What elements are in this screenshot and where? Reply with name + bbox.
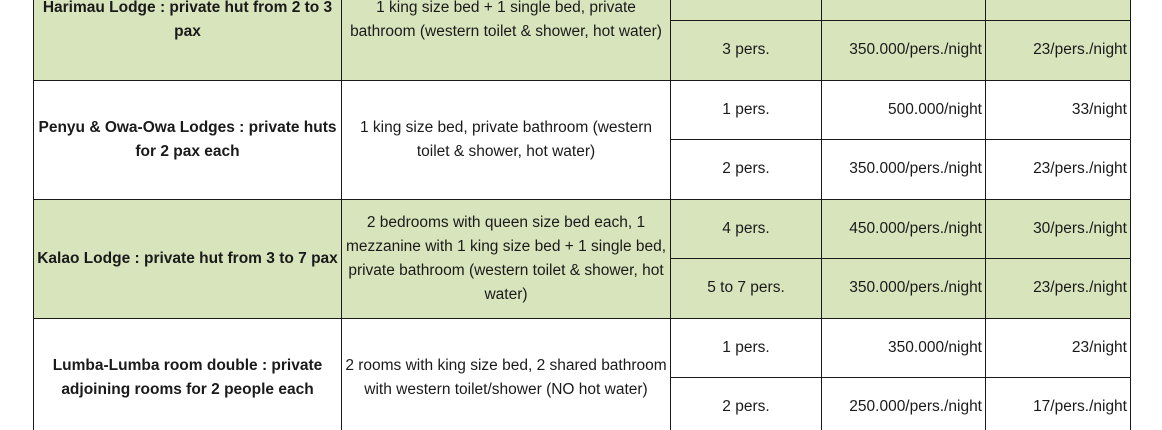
- lodge-rates-table: [33, 0, 1131, 430]
- price-eur-cell: 17/pers./night: [986, 378, 1131, 430]
- price-eur-cell: 30/pers./night: [986, 199, 1131, 259]
- price-eur-cell: 23/pers./night: [986, 140, 1131, 200]
- persons-cell: [671, 0, 822, 21]
- persons-cell: 5 to 7 pers.: [671, 259, 822, 319]
- persons-cell: 1 pers.: [671, 318, 822, 378]
- price-idr-cell: 350.000/pers./night: [822, 259, 986, 319]
- price-idr-cell: 350.000/pers./night: [822, 140, 986, 200]
- persons-cell: 2 pers.: [671, 378, 822, 430]
- price-eur-cell: 33/night: [986, 80, 1131, 140]
- table-row: [34, 80, 1131, 140]
- table-row: [34, 199, 1131, 259]
- persons-cell: 3 pers.: [671, 21, 822, 81]
- lodge-name-cell: Lumba-Lumba room double : private adjoining rooms for 2 people each: [34, 318, 342, 430]
- lodge-name-cell: Penyu & Owa-Owa Lodges : private huts for 2 pax each: [34, 80, 342, 199]
- price-eur-cell: [986, 0, 1131, 21]
- price-idr-cell: [822, 0, 986, 21]
- price-idr-cell: 250.000/pers./night: [822, 378, 986, 430]
- price-eur-cell: 23/night: [986, 318, 1131, 378]
- price-idr-cell: 350.000/night: [822, 318, 986, 378]
- price-eur-cell: 23/pers./night: [986, 259, 1131, 319]
- persons-cell: 4 pers.: [671, 199, 822, 259]
- table-row: [34, 0, 1131, 21]
- price-eur-cell: 23/pers./night: [986, 21, 1131, 81]
- price-idr-cell: 350.000/pers./night: [822, 21, 986, 81]
- persons-cell: 1 pers.: [671, 80, 822, 140]
- lodge-description-cell: 2 rooms with king size bed, 2 shared bathroom with western toilet/shower (NO hot water): [342, 318, 671, 430]
- price-idr-cell: 500.000/night: [822, 80, 986, 140]
- price-idr-cell: 450.000/pers./night: [822, 199, 986, 259]
- lodge-description-cell: 2 bedrooms with queen size bed each, 1 mezzanine with 1 king size bed + 1 single bed, private bathroom (western toilet & shower, hot water): [342, 199, 671, 318]
- persons-cell: 2 pers.: [671, 140, 822, 200]
- table-row: [34, 318, 1131, 378]
- lodge-description-cell: 1 king size bed, private bathroom (western toilet & shower, hot water): [342, 80, 671, 199]
- lodge-name-cell: Harimau Lodge : private hut from 2 to 3 pax: [34, 0, 342, 80]
- lodge-name-cell: Kalao Lodge : private hut from 3 to 7 pax: [34, 199, 342, 318]
- lodge-description-cell: 1 king size bed + 1 single bed, private bathroom (western toilet & shower, hot water): [342, 0, 671, 80]
